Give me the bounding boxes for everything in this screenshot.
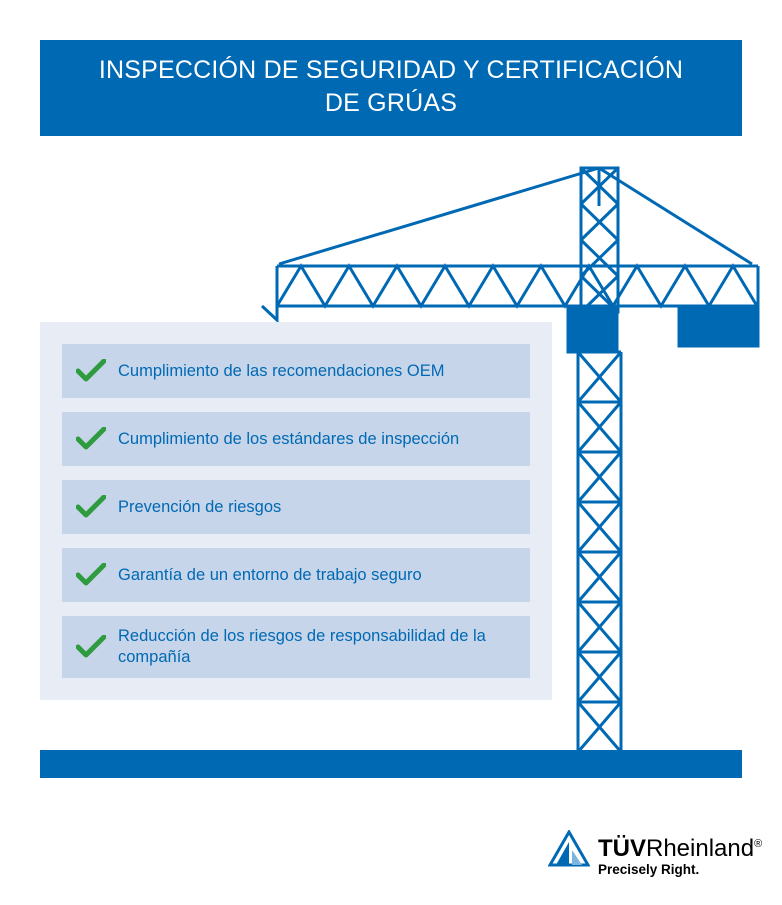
list-item-label: Reducción de los riesgos de responsabilidad de la compañía	[118, 627, 486, 666]
list-item-label: Cumplimiento de los estándares de inspección	[118, 429, 460, 448]
page-title-line-2: DE GRÚAS	[324, 89, 458, 117]
list-item	[62, 616, 530, 678]
check-icon	[74, 561, 108, 589]
logo-name-regular: Rheinland	[646, 835, 755, 862]
logo-tagline: Precisely Right.	[598, 862, 700, 877]
tuv-rheinland-triangle-icon	[548, 830, 590, 873]
list-item	[62, 480, 530, 534]
logo-name-bold: TÜV	[598, 835, 646, 862]
list-item-label: Garantía de un entorno de trabajo seguro	[118, 565, 422, 584]
list-item-label: Prevención de riesgos	[118, 497, 282, 516]
list-item	[62, 548, 530, 602]
benefits-panel	[40, 322, 552, 700]
logo-registered-mark: ®	[754, 838, 763, 850]
check-icon	[74, 633, 108, 661]
tuv-rheinland-logo	[548, 828, 763, 888]
check-icon	[74, 425, 108, 453]
check-icon	[74, 357, 108, 385]
check-icon	[74, 493, 108, 521]
page-title-line-1: INSPECCIÓN DE SEGURIDAD Y CERTIFICACIÓN	[98, 56, 684, 84]
list-item	[62, 344, 530, 398]
ground-bar	[40, 750, 742, 778]
logo-wordmark	[598, 831, 762, 862]
list-item	[62, 412, 530, 466]
list-item-label: Cumplimiento de las recomendaciones OEM	[118, 361, 445, 380]
